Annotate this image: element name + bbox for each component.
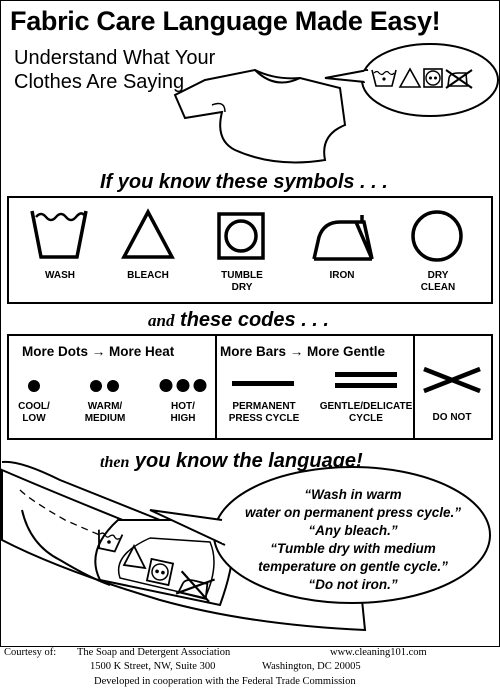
city-address: Washington, DC 20005 bbox=[262, 661, 361, 672]
quote-line-5: temperature on gentle cycle.” bbox=[258, 559, 448, 574]
bars-header: More Bars → More Gentle bbox=[220, 344, 386, 359]
organization-name: The Soap and Detergent Association bbox=[77, 647, 231, 658]
speech-bubble-symbols bbox=[0, 0, 500, 170]
codes-heading bbox=[148, 309, 329, 332]
dry-clean-label-line-1: DRY bbox=[427, 270, 449, 281]
permanent-press-line-1: PERMANENT bbox=[232, 401, 296, 412]
permanent-press-label bbox=[220, 401, 308, 425]
symbols-heading: If you know these symbols . . . bbox=[100, 171, 388, 193]
cool-label-line-2: LOW bbox=[22, 413, 46, 424]
codes-heading-prefix: and bbox=[148, 311, 175, 330]
dry-clean-label-line-2: CLEAN bbox=[420, 282, 456, 293]
quote-line-1: “Wash in warm bbox=[304, 487, 402, 502]
tumble-dry-icon bbox=[217, 212, 267, 262]
subtitle-line-2: Clothes Are Saying bbox=[14, 71, 185, 93]
dry-clean-circle-icon bbox=[411, 210, 466, 265]
permanent-press-line-2: PRESS CYCLE bbox=[228, 413, 300, 424]
codes-divider-1 bbox=[215, 336, 217, 438]
codes-heading-text: these codes . . . bbox=[180, 309, 329, 331]
bleach-label: BLEACH bbox=[127, 270, 169, 281]
cooperation-note: Developed in cooperation with the Federal Trade Commission bbox=[94, 676, 356, 687]
poster-title: Fabric Care Language Made Easy! bbox=[10, 6, 441, 36]
quote-line-3: “Any bleach.” bbox=[308, 523, 398, 538]
language-quotes bbox=[218, 486, 488, 594]
courtesy-label: Courtesy of: bbox=[4, 647, 57, 658]
subtitle-line-1: Understand What Your bbox=[14, 47, 216, 69]
tumble-dry-label bbox=[212, 270, 272, 294]
do-not-label: DO NOT bbox=[432, 412, 472, 423]
tumble-dry-label-line-1: TUMBLE bbox=[221, 270, 263, 281]
bleach-triangle-icon bbox=[120, 207, 180, 262]
quote-line-4: “Tumble dry with medium bbox=[270, 541, 436, 556]
language-heading-text: you know the language! bbox=[134, 450, 363, 472]
warm-label-line-1: WARM/ bbox=[87, 401, 123, 412]
hot-high-label bbox=[158, 401, 208, 425]
two-bars-icon bbox=[335, 372, 397, 390]
dry-clean-label bbox=[408, 270, 468, 294]
street-address: 1500 K Street, NW, Suite 300 bbox=[90, 661, 216, 672]
do-not-x-icon bbox=[420, 365, 484, 395]
one-dot-icon bbox=[27, 379, 41, 393]
tumble-dry-label-line-2: DRY bbox=[231, 282, 253, 293]
language-heading-prefix: then bbox=[100, 454, 130, 471]
iron-icon bbox=[310, 212, 380, 262]
wash-label: WASH bbox=[45, 270, 75, 281]
gentle-delicate-line-1: GENTLE/DELICATE bbox=[319, 401, 413, 412]
gentle-delicate-label bbox=[317, 401, 415, 425]
cool-label-line-1: COOL/ bbox=[18, 401, 50, 412]
warm-medium-label bbox=[75, 401, 135, 425]
iron-label: IRON bbox=[329, 270, 355, 281]
two-dots-icon bbox=[89, 379, 121, 393]
wash-tub-icon bbox=[30, 207, 90, 262]
dots-header: More Dots → More Heat bbox=[22, 344, 175, 359]
quote-line-2: water on permanent press cycle.” bbox=[244, 505, 462, 520]
three-dots-icon bbox=[159, 378, 207, 393]
warm-label-line-2: MEDIUM bbox=[84, 413, 126, 424]
hot-label-line-2: HIGH bbox=[170, 413, 196, 424]
cool-low-label bbox=[10, 401, 58, 425]
website-link[interactable]: www.cleaning101.com bbox=[330, 647, 427, 658]
gentle-delicate-line-2: CYCLE bbox=[349, 413, 383, 424]
quote-line-6: “Do not iron.” bbox=[308, 577, 398, 592]
one-bar-icon bbox=[232, 381, 294, 389]
hot-label-line-1: HOT/ bbox=[171, 401, 195, 412]
